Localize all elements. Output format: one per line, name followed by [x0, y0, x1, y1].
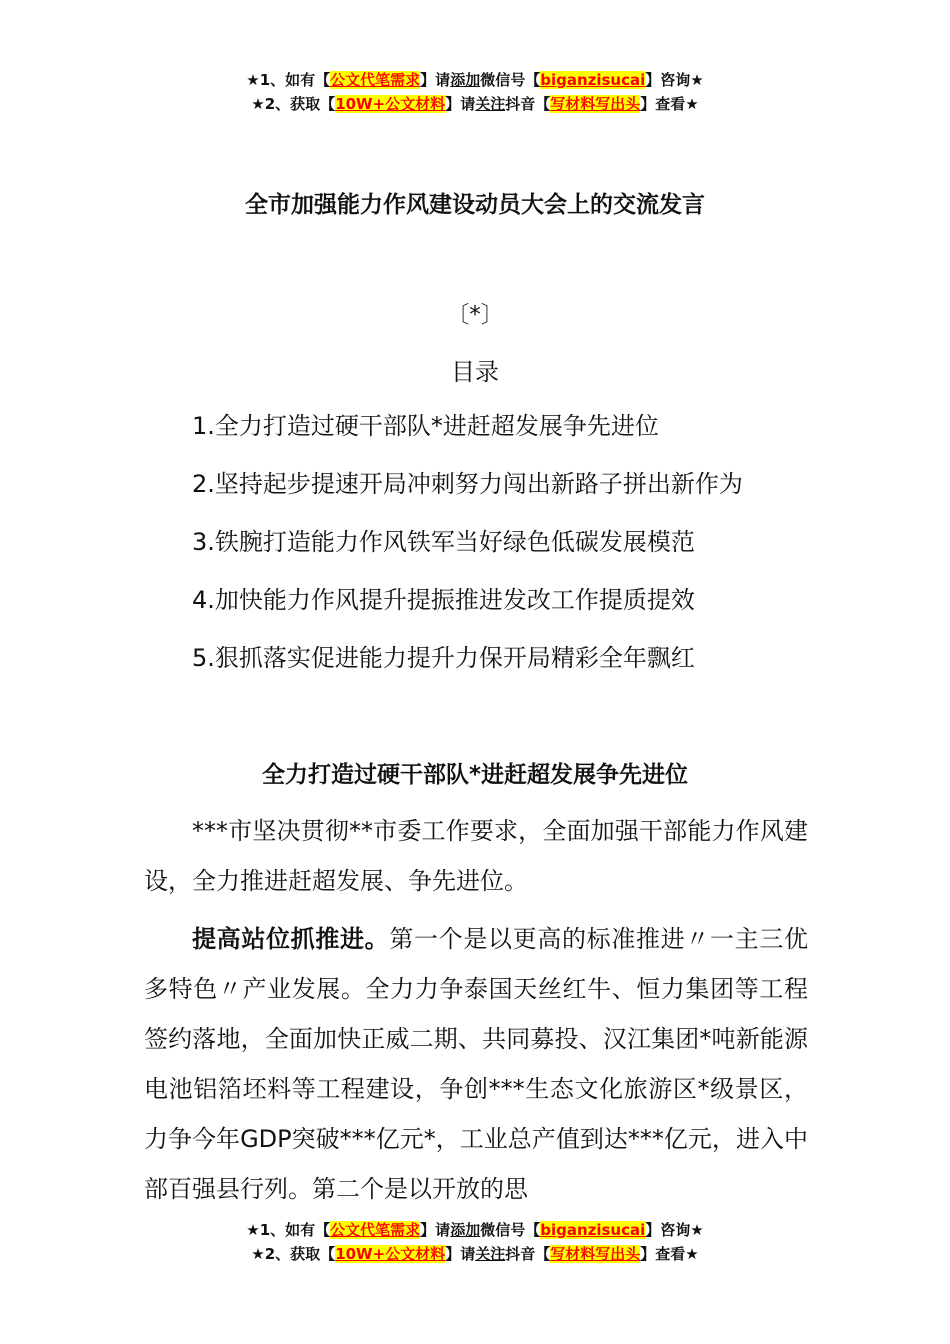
- promo-highlight: 写材料写出头: [550, 95, 641, 113]
- promo-line-2: ★2、获取【10W+公文材料】请关注抖音【写材料写出头】查看★: [251, 1245, 699, 1263]
- promo-highlight: biganzisucai: [540, 71, 646, 89]
- promo-highlight: 公文代笔需求: [330, 1221, 421, 1239]
- toc-item: 5.狠抓落实促进能力提升力保开局精彩全年飘红: [192, 644, 695, 672]
- table-of-contents: [192, 404, 743, 694]
- promo-line-1: ★1、如有【公文代笔需求】请添加微信号【biganzisucai】咨询★: [246, 1221, 704, 1239]
- toc-item: 3.铁腕打造能力作风铁军当好绿色低碳发展模范: [192, 528, 695, 556]
- toc-item: 2.坚持起步提速开局冲刺努力闯出新路子拼出新作为: [192, 470, 743, 498]
- body-paragraph: ***市坚决贯彻**市委工作要求，全面加强干部能力作风建设，全力推进赶超发展、争先进位。: [144, 817, 808, 895]
- promo-highlight: 10W+公文材料: [335, 95, 446, 113]
- promo-line-1: ★1、如有【公文代笔需求】请添加微信号【biganzisucai】咨询★: [246, 71, 704, 89]
- section-title: 全力打造过硬干部队*进赶超发展争先进位: [261, 762, 689, 788]
- author-line: 〔*〕: [446, 302, 504, 328]
- paragraph-lead: 提高站位抓推进。: [192, 925, 390, 953]
- body-paragraph: 提高站位抓推进。第一个是以更高的标准推进〃一主三优多特色〃产业发展。全力力争泰国天丝红牛、恒力集团等工程签约落地，全面加快正威二期、共同募投、汉江集团*吨新能源电池铝箔坯料等工程建设，争创***生态文化旅游区*级景区，力争今年GDP突破***亿元*，工业总产值到达***亿元，进入中部百强县行列。第二个是以开放的思: [144, 925, 809, 1203]
- promo-line-2: ★2、获取【10W+公文材料】请关注抖音【写材料写出头】查看★: [251, 95, 699, 113]
- document-title: 全市加强能力作风建设动员大会上的交流发言: [245, 192, 705, 218]
- toc-item: 4.加快能力作风提升提振推进发改工作提质提效: [192, 586, 695, 614]
- promo-highlight: 写材料写出头: [550, 1245, 641, 1263]
- promo-highlight: 10W+公文材料: [335, 1245, 446, 1263]
- toc-item: 1.全力打造过硬干部队*进赶超发展争先进位: [192, 412, 659, 440]
- toc-heading: 目录: [451, 358, 499, 386]
- top-promo-banner: [0, 68, 950, 116]
- promo-highlight: biganzisucai: [540, 1221, 646, 1239]
- bottom-promo-banner: [0, 1218, 950, 1266]
- promo-highlight: 公文代笔需求: [330, 71, 421, 89]
